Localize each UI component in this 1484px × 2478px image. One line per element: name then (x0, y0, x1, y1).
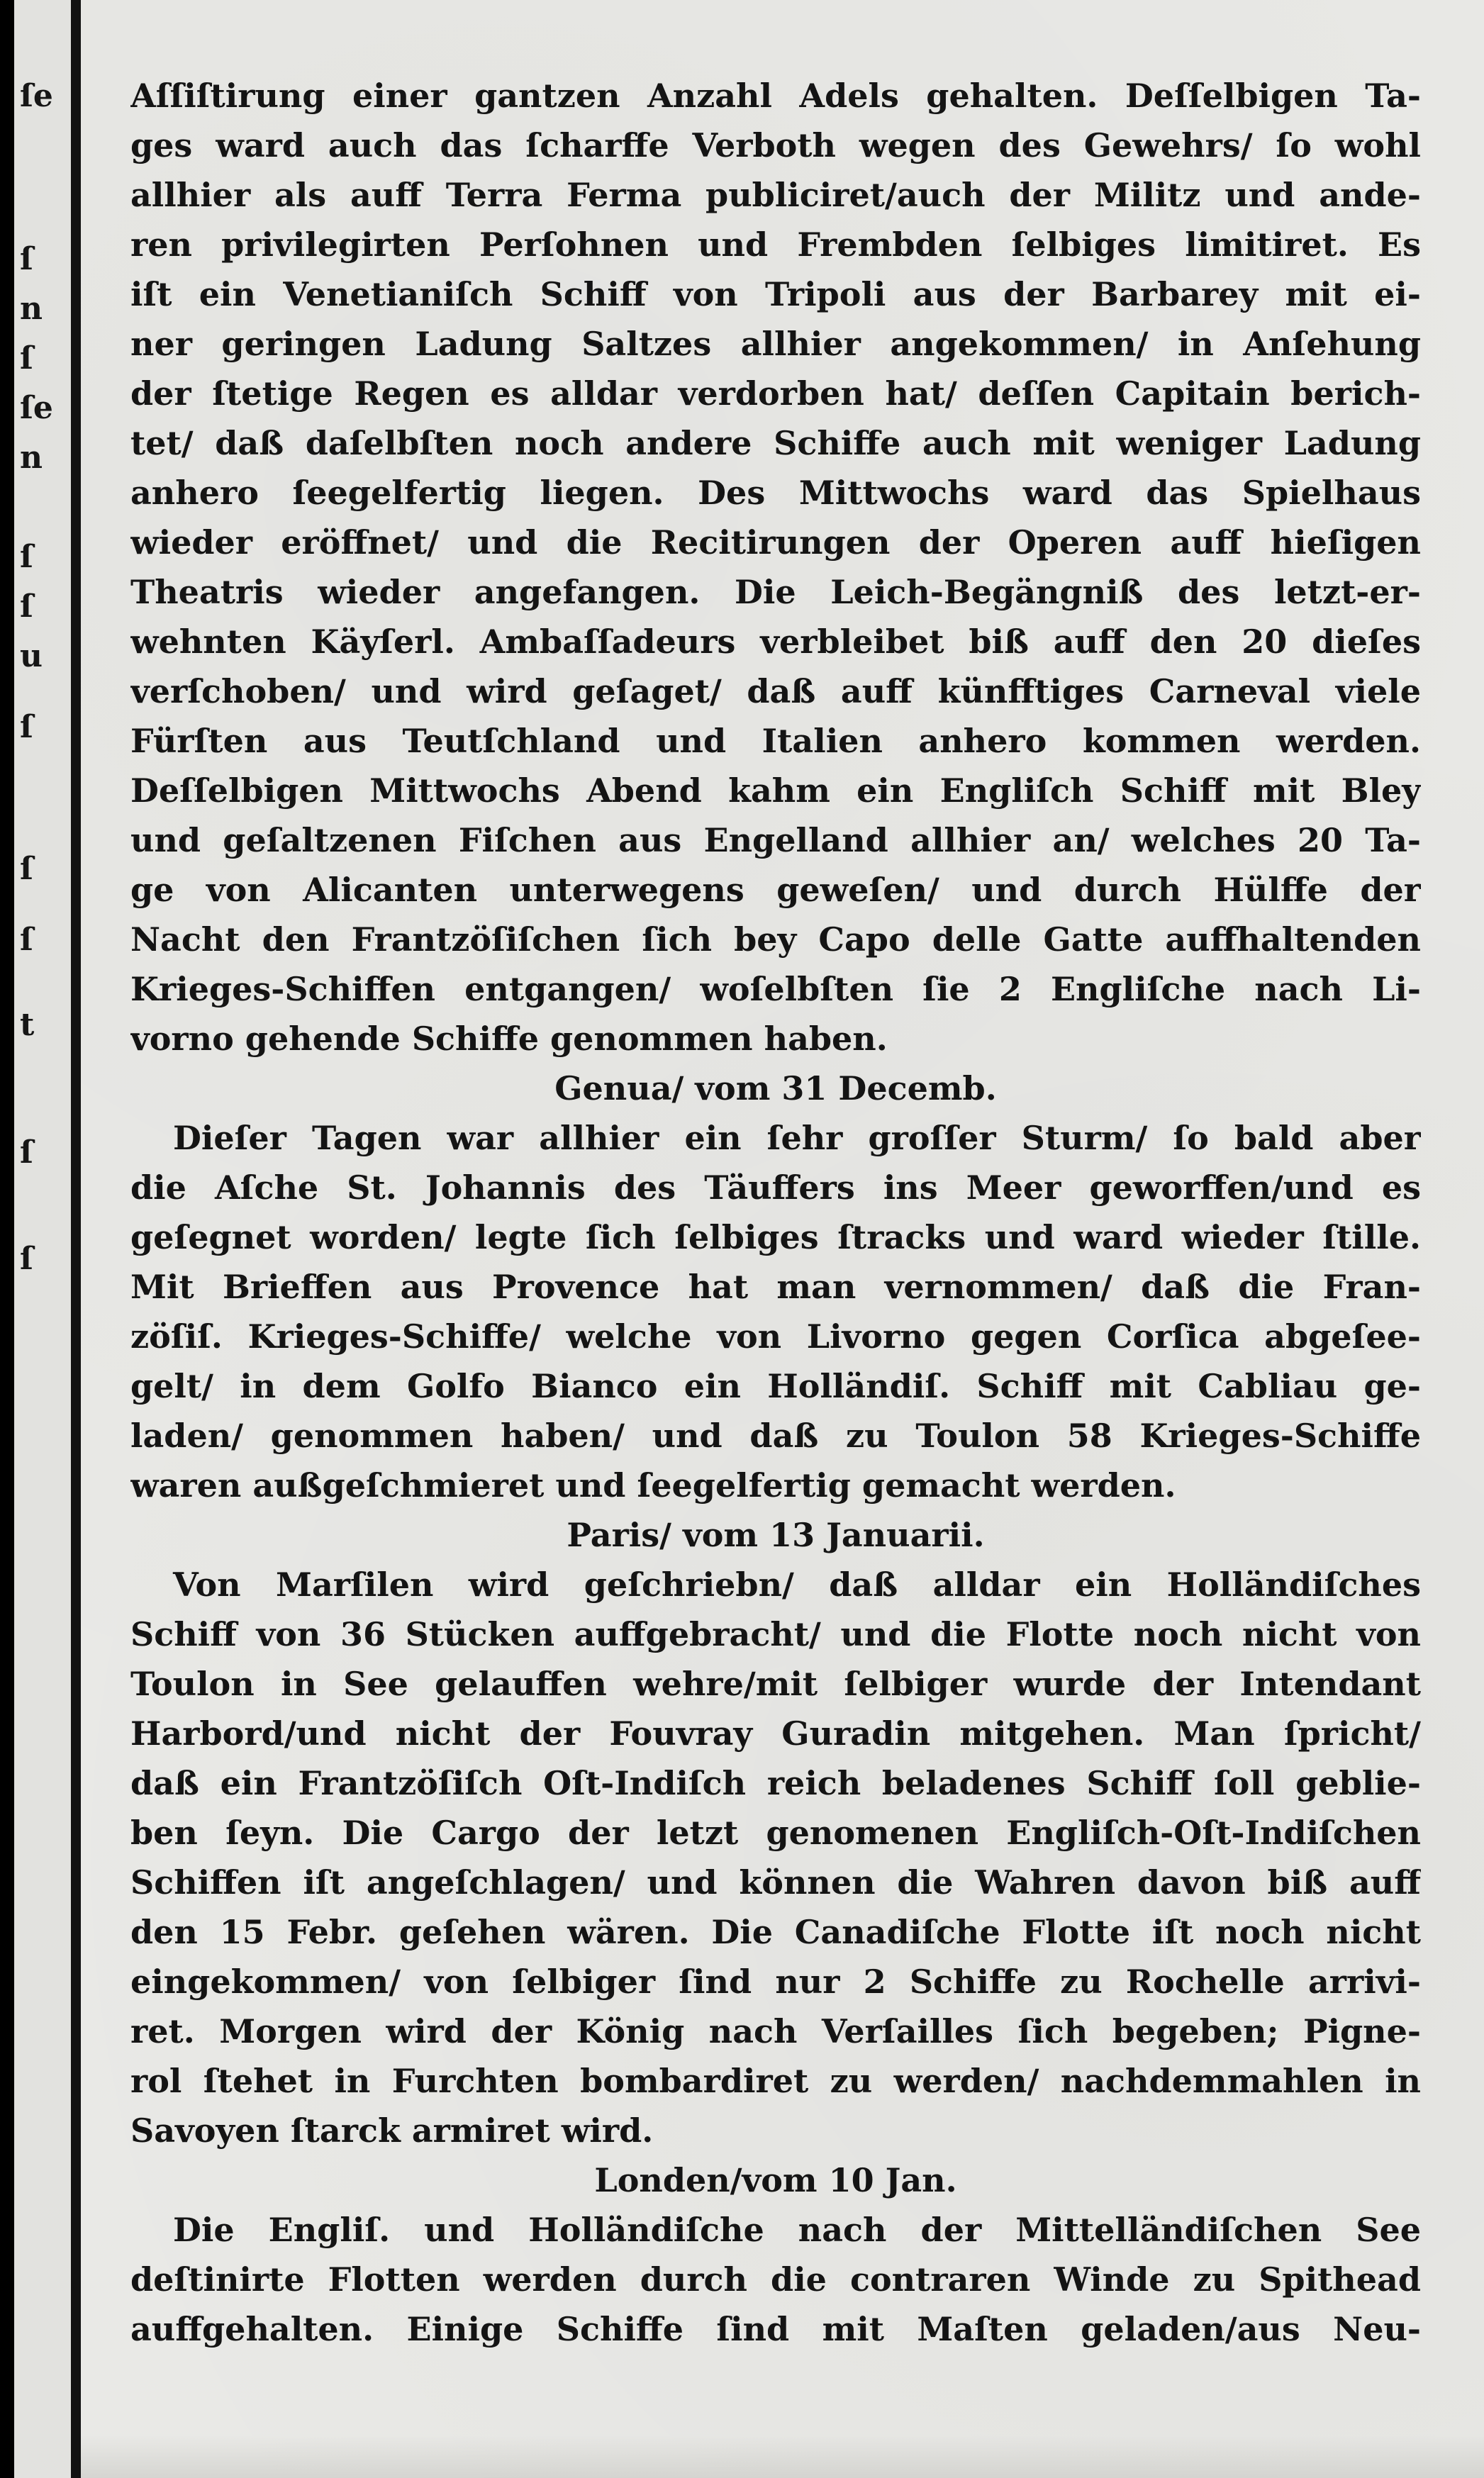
text-line: Schiff von 36 Stücken auffgebracht/ und die Flotte noch nicht von (130, 1615, 1421, 1653)
margin-fragment: n (20, 291, 43, 327)
text-line: ner geringen Ladung Saltzes allhier angekommen/ in Anſehung (130, 325, 1421, 363)
text-line: verſchoben/ und wird geſaget/ daß auff künfftiges Carneval viele (130, 672, 1421, 710)
text-line: deſtinirte Flotten werden durch die contraren Winde zu Spithead (130, 2260, 1421, 2299)
margin-fragment: ſ (20, 709, 33, 745)
text-line: Deſſelbigen Mittwochs Abend kahm ein Engliſch Schiff mit Bley (130, 771, 1421, 810)
previous-column-fragment (14, 0, 71, 2478)
column-divider (71, 0, 81, 2478)
margin-fragment: ſ (20, 1241, 33, 1277)
margin-fragment: ſe (20, 390, 53, 426)
photo-border (0, 0, 14, 2478)
newspaper-page (81, 0, 1484, 2478)
text-line: auffgehalten. Einige Schiffe ſind mit Maſten geladen/aus Neu- (130, 2310, 1421, 2348)
text-line: Fürſten aus Teutſchland und Italien anhero kommen werden. (130, 722, 1421, 760)
text-line: Die Engliſ. und Holländiſche nach der Mittelländiſchen See (173, 2211, 1421, 2249)
margin-fragment: ſ (20, 1134, 33, 1171)
margin-fragment: ſ (20, 539, 33, 575)
text-line: vorno gehende Schiffe genommen haben. (130, 1020, 888, 1058)
margin-fragment: ſ (20, 241, 33, 277)
margin-fragment: ſ (20, 851, 33, 887)
text-line: der ſtetige Regen es alldar verdorben hat/ deſſen Capitain berich- (130, 374, 1421, 413)
text-line: ben ſeyn. Die Cargo der letzt genomenen Engliſch-Oſt-Indiſchen (130, 1814, 1421, 1852)
text-line: laden/ genommen haben/ und daß zu Toulon 58 Krieges-Schiffe (130, 1417, 1421, 1455)
text-line: Aſſiſtirung einer gantzen Anzahl Adels gehalten. Deſſelbigen Ta- (130, 77, 1421, 115)
text-line: und geſaltzenen Fiſchen aus Engelland allhier an/ welches 20 Ta- (130, 821, 1421, 859)
text-line: eingekommen/ von ſelbiger ſind nur 2 Schiffe zu Rochelle arrivi- (130, 1963, 1421, 2001)
text-line: zöſiſ. Krieges-Schiffe/ welche von Livorno gegen Corſica abgeſee- (130, 1317, 1421, 1356)
text-line: Mit Brieffen aus Provence hat man vernommen/ daß die Fran- (130, 1268, 1421, 1306)
text-line: Harbord/und nicht der Fouvray Guradin mitgehen. Man ſpricht/ (130, 1714, 1421, 1753)
text-line: rol ſtehet in Furchten bombardiret zu werden/ nachdemmahlen in (130, 2062, 1421, 2100)
text-line: wehnten Käyſerl. Ambaſſadeurs verbleibet biß auff den 20 dieſes (130, 623, 1421, 661)
text-line: daß ein Frantzöſiſch Oſt-Indiſch reich beladenes Schiff ſoll geblie- (130, 1764, 1421, 1802)
text-line: Von Marſilen wird geſchriebn/ daß alldar ein Holländiſches (173, 1566, 1421, 1604)
margin-fragment: ſ (20, 588, 33, 625)
margin-fragment: n (20, 440, 43, 476)
text-line: Krieges-Schiffen entgangen/ woſelbſten ſie 2 Engliſche nach Li- (130, 970, 1421, 1008)
text-line: Nacht den Frantzöſiſchen ſich bey Capo delle Gatte auffhaltenden (130, 920, 1421, 959)
margin-fragment: u (20, 638, 43, 674)
page-edge-shadow (81, 2435, 1484, 2478)
dateline-heading: Londen/vom 10 Jan. (594, 2161, 957, 2199)
text-line: Schiffen iſt angeſchlagen/ und können die Wahren davon biß auff (130, 1863, 1421, 1902)
text-line: wieder eröffnet/ und die Recitirungen der Operen auff hieſigen (130, 523, 1421, 562)
text-line: allhier als auff Terra Ferma publiciret/auch der Militz und ande- (130, 176, 1421, 214)
text-line: Dieſer Tagen war allhier ein ſehr groſſer Sturm/ ſo bald aber (173, 1119, 1421, 1157)
margin-fragment: ſe (20, 78, 53, 114)
text-line: geſegnet worden/ legte ſich ſelbiges ſtracks und ward wieder ſtille. (130, 1218, 1421, 1256)
margin-fragment: ſ (20, 340, 33, 376)
text-line: Toulon in See gelauffen wehre/mit ſelbiger wurde der Intendant (130, 1665, 1421, 1703)
text-line: ge von Alicanten unterwegens geweſen/ und durch Hülffe der (130, 871, 1421, 909)
text-line: ren privilegirten Perſohnen und Frembden ſelbiges limitiret. Es (130, 225, 1421, 264)
text-line: ret. Morgen wird der König nach Verſailles ſich begeben; Pigne- (130, 2012, 1421, 2050)
text-line: iſt ein Venetianiſch Schiff von Tripoli aus der Barbarey mit ei- (130, 275, 1421, 313)
text-line: tet/ daß daſelbſten noch andere Schiffe auch mit weniger Ladung (130, 424, 1421, 462)
text-line: gelt/ in dem Golfo Bianco ein Holländiſ. Schiff mit Cabliau ge- (130, 1367, 1421, 1405)
margin-fragment: t (20, 1007, 35, 1043)
text-line: die Aſche St. Johannis des Täuffers ins Meer geworffen/und es (130, 1168, 1421, 1207)
text-line: anhero ſeegelfertig liegen. Des Mittwochs ward das Spielhaus (130, 474, 1421, 512)
text-line: Savoyen ſtarck armiret wird. (130, 2111, 654, 2150)
dateline-heading: Paris/ vom 13 Januarii. (567, 1516, 985, 1554)
margin-fragment: ſ (20, 922, 33, 958)
text-line: den 15 Febr. geſehen wären. Die Canadiſche Flotte iſt noch nicht (130, 1913, 1421, 1951)
text-line: waren außgeſchmieret und ſeegelfertig gemacht werden. (130, 1466, 1176, 1505)
text-line: Theatris wieder angefangen. Die Leich-Begängniß des letzt-er- (130, 573, 1421, 611)
text-line: ges ward auch das ſcharffe Verboth wegen des Gewehrs/ ſo wohl (130, 126, 1421, 164)
article-text (130, 71, 1421, 2354)
dateline-heading: Genua/ vom 31 Decemb. (554, 1069, 997, 1107)
